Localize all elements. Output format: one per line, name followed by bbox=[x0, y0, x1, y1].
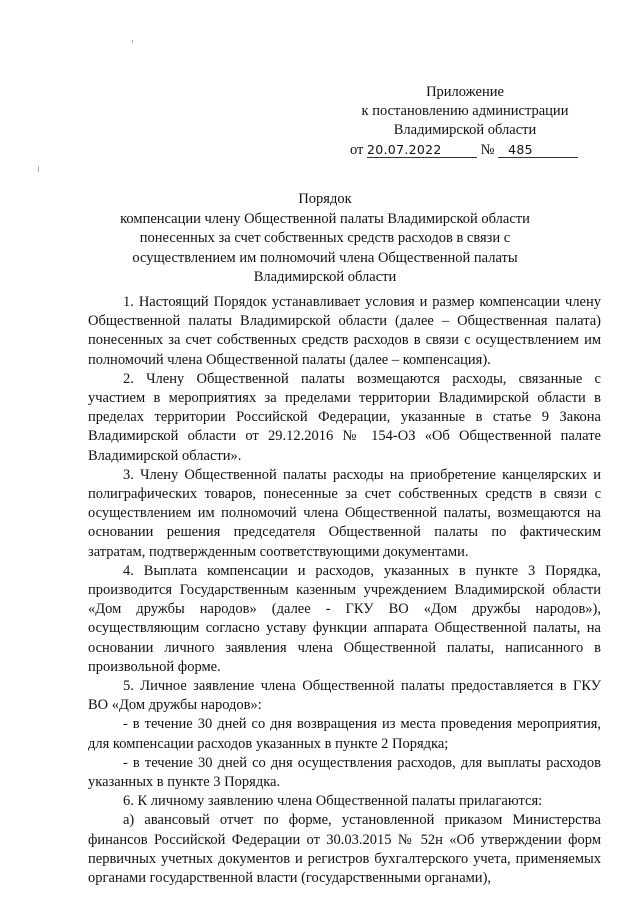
appendix-region: Владимирской области bbox=[393, 122, 537, 138]
paragraph-6: 6. К личному заявлению члена Общественной палаты прилагаются: bbox=[123, 793, 543, 810]
document-title bbox=[90, 190, 560, 288]
paragraph-4: 4. Выплата компенсации и расходов, указанных в пункте 3 Порядка, производится Государственным казенным учреждением Владимирской области «Дом дружбы народов» (далее - ГКУ ВО «Дом дружбы народов»), осуществляющим согласно уставу функции аппарата Общественной палаты, на основании личного заявления члена Общественной палаты, написанного в произвольной форме. bbox=[88, 562, 601, 675]
list-item-advance-report: а) авансовый отчет по форме, установленной приказом Министерства финансов Российской Федерации от 30.03.2015 № 52н «Об утверждении форм первичных учетных документов и регистров бухгалтерского учета, применяемых органами государственной власти (государственными органами), bbox=[88, 812, 601, 887]
appendix-reference: к постановлению администрации bbox=[361, 103, 569, 119]
title-line: осуществлением им полномочий члена Общественной палаты bbox=[132, 249, 518, 266]
paragraph-5: 5. Личное заявление члена Общественной палаты предоставляется в ГКУ ВО «Дом дружбы народов»: bbox=[88, 678, 601, 714]
date-prefix: от bbox=[350, 142, 364, 158]
document-body bbox=[88, 293, 601, 888]
paragraph-3: 3. Члену Общественной палаты расходы на приобретение канцелярских и полиграфических товаров, понесенные за счет собственных средств в связи с осуществлением им полномочий члена Общественной палаты, возмещаются на основании решения председателя Общественной палаты по фактическим затратам, подтвержденным соответствующими документами. bbox=[88, 466, 601, 560]
title-line: Владимирской области bbox=[253, 269, 397, 285]
appendix-header bbox=[340, 83, 590, 160]
title-line: компенсации члену Общественной палаты Владимирской области bbox=[120, 210, 530, 227]
number-sign: № bbox=[480, 142, 495, 158]
list-item-expense-deadline: - в течение 30 дней со дня осуществления расходов, для выплаты расходов указанных в пункте 3 Порядка. bbox=[88, 754, 601, 791]
scan-mark bbox=[38, 166, 39, 172]
paragraph-2: 2. Члену Общественной палаты возмещаются расходы, связанные с участием в мероприятиях за пределами территории Владимирской области в пределах территории Российской Федерации, указанные в статье 9 Закона Владимирской области от 29.12.2016 № 154-ОЗ «Об Общественной палате Владимирской области». bbox=[88, 370, 601, 464]
date-number-line bbox=[340, 141, 590, 160]
decree-number: 485 bbox=[498, 143, 578, 158]
title-line: Порядок bbox=[298, 191, 352, 207]
appendix-label: Приложение bbox=[426, 84, 504, 100]
decree-date: 20.07.2022 bbox=[367, 143, 477, 158]
scan-mark bbox=[132, 40, 133, 43]
list-item-return-deadline: - в течение 30 дней со дня возвращения из места проведения мероприятия, для компенсации расходов указанных в пункте 2 Порядка; bbox=[88, 716, 601, 752]
title-line: понесенных за счет собственных средств расходов в связи с bbox=[139, 230, 511, 246]
paragraph-1: 1. Настоящий Порядок устанавливает условия и размер компенсации члену Общественной палаты Владимирской области (далее – Общественная палата) понесенных за счет собственных средств расходов в связи с осуществлением им полномочий члена Общественной палаты (далее – компенсация). bbox=[88, 294, 601, 368]
